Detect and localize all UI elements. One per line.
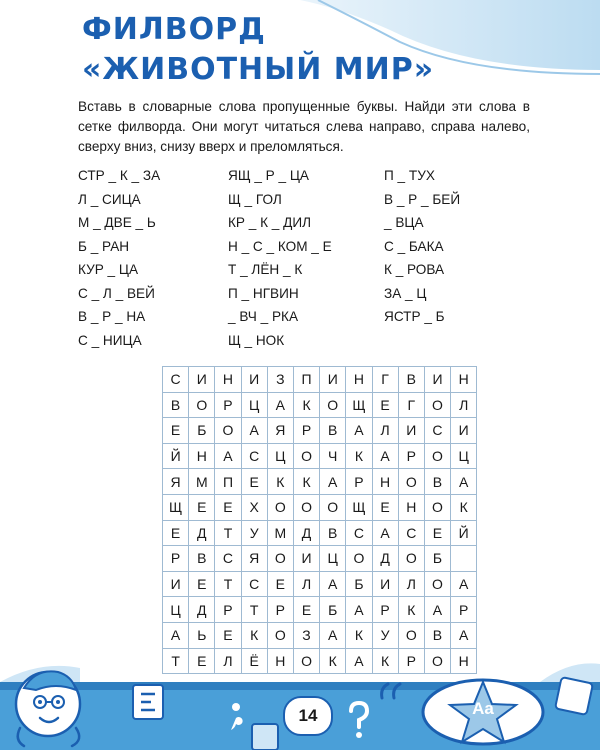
- grid-cell: Р: [346, 469, 372, 495]
- grid-cell: Б: [189, 418, 215, 444]
- grid-cell: Е: [189, 648, 215, 674]
- grid-cell: Л: [372, 418, 398, 444]
- quote-mark-icon: [378, 680, 404, 702]
- grid-cell: С: [424, 418, 450, 444]
- grid-cell: А: [346, 418, 372, 444]
- grid-cell: К: [293, 469, 319, 495]
- grid-cell: А: [320, 571, 346, 597]
- grid-cell: К: [293, 392, 319, 418]
- grid-cell: А: [267, 392, 293, 418]
- grid-cell: П: [215, 469, 241, 495]
- word-item: КР _ К _ ДИЛ: [228, 215, 312, 230]
- grid-cell: И: [189, 367, 215, 393]
- grid-cell: Е: [189, 494, 215, 520]
- grid-cell: Е: [215, 494, 241, 520]
- grid-cell: Н: [398, 494, 424, 520]
- grid-cell: Е: [241, 469, 267, 495]
- grid-row: [163, 469, 477, 495]
- grid-cell: Х: [241, 494, 267, 520]
- grid-cell: О: [293, 443, 319, 469]
- word-item: В _ Р _ НА: [78, 309, 146, 324]
- grid-cell: Й: [163, 443, 189, 469]
- grid-cell: Н: [267, 648, 293, 674]
- grid-row: [163, 571, 477, 597]
- grid-cell: Е: [163, 520, 189, 546]
- grid-cell: А: [346, 648, 372, 674]
- grid-cell: О: [424, 571, 450, 597]
- grid-cell: Е: [372, 392, 398, 418]
- grid-cell: Е: [163, 418, 189, 444]
- grid-cell: В: [320, 520, 346, 546]
- grid-cell: А: [215, 443, 241, 469]
- grid-cell: Й: [451, 520, 477, 546]
- grid-cell: Ч: [320, 443, 346, 469]
- grid-cell: А: [320, 469, 346, 495]
- grid-cell: Б: [320, 597, 346, 623]
- grid-cell: Н: [372, 469, 398, 495]
- grid-cell: И: [163, 571, 189, 597]
- grid-cell: К: [241, 622, 267, 648]
- grid-cell: Н: [215, 367, 241, 393]
- grid-cell: В: [189, 546, 215, 572]
- page-number: 14: [283, 696, 333, 736]
- grid-cell: Л: [215, 648, 241, 674]
- grid-cell: О: [424, 648, 450, 674]
- grid-cell: А: [372, 443, 398, 469]
- grid-cell: В: [163, 392, 189, 418]
- grid-cell: Д: [189, 520, 215, 546]
- mascot-character-illustration: [6, 664, 88, 750]
- word-item: КУР _ ЦА: [78, 262, 139, 277]
- grid-cell: Ё: [241, 648, 267, 674]
- grid-cell: К: [372, 648, 398, 674]
- grid-row: [163, 622, 477, 648]
- grid-cell: Н: [451, 648, 477, 674]
- word-item: _ ВЧ _ РКА: [228, 309, 299, 324]
- grid-cell: О: [215, 418, 241, 444]
- word-item: ЯЩ _ Р _ ЦА: [228, 168, 309, 183]
- grid-cell: Р: [398, 443, 424, 469]
- grid-cell: К: [267, 469, 293, 495]
- grid-cell: О: [398, 469, 424, 495]
- grid-cell: В: [424, 469, 450, 495]
- grid-cell: О: [267, 622, 293, 648]
- grid-cell: Р: [215, 597, 241, 623]
- grid-cell: В: [320, 418, 346, 444]
- grid-cell: К: [346, 443, 372, 469]
- grid-cell: Г: [372, 367, 398, 393]
- word-item: _ ВЦА: [384, 215, 424, 230]
- grid-cell: Ь: [189, 622, 215, 648]
- grid-cell: О: [267, 546, 293, 572]
- letter-block-icon: [130, 682, 166, 722]
- grid-cell: Е: [424, 520, 450, 546]
- grid-cell: М: [189, 469, 215, 495]
- grid-cell: А: [424, 597, 450, 623]
- grid-cell: Щ: [346, 392, 372, 418]
- grid-cell: З: [267, 367, 293, 393]
- grid-cell: О: [424, 494, 450, 520]
- aa-badge-label: Aa: [472, 699, 494, 718]
- grid-cell: О: [424, 443, 450, 469]
- grid-cell: Я: [267, 418, 293, 444]
- word-item: Н _ С _ КОМ _ Е: [228, 238, 332, 254]
- grid-cell: О: [346, 546, 372, 572]
- grid-cell: О: [293, 494, 319, 520]
- grid-row: [163, 392, 477, 418]
- grid-cell: Т: [163, 648, 189, 674]
- grid-cell: О: [398, 622, 424, 648]
- word-item: С _ БАКА: [384, 238, 444, 254]
- grid-cell: Е: [372, 494, 398, 520]
- grid-cell: А: [163, 622, 189, 648]
- grid-cell: И: [293, 546, 319, 572]
- grid-cell: Щ: [346, 494, 372, 520]
- grid-cell: Р: [372, 597, 398, 623]
- grid-cell: Р: [215, 392, 241, 418]
- grid-cell: Т: [215, 571, 241, 597]
- grid-cell: Г: [398, 392, 424, 418]
- grid-cell: А: [346, 597, 372, 623]
- grid-cell: Р: [293, 418, 319, 444]
- word-item: С _ НИЦА: [78, 332, 142, 348]
- grid-cell: Л: [398, 571, 424, 597]
- grid-cell: Р: [398, 648, 424, 674]
- grid-cell: О: [320, 494, 346, 520]
- grid-cell: Б: [346, 571, 372, 597]
- grid-cell: Ц: [451, 443, 477, 469]
- word-item: ЯСТР _ Б: [384, 309, 445, 324]
- grid-cell: С: [398, 520, 424, 546]
- grid-cell: О: [320, 392, 346, 418]
- word-column-1: [78, 164, 160, 352]
- grid-row: [163, 443, 477, 469]
- grid-cell: Н: [451, 367, 477, 393]
- grid-cell: А: [451, 469, 477, 495]
- grid-cell: Ц: [267, 443, 293, 469]
- word-column-3: [384, 164, 460, 329]
- grid-cell: Т: [241, 597, 267, 623]
- grid-cell: Р: [451, 597, 477, 623]
- word-item: К _ РОВА: [384, 262, 445, 277]
- word-item: В _ Р _ БЕЙ: [384, 191, 461, 207]
- word-item: ЗА _ Ц: [384, 285, 427, 301]
- grid-cell: Д: [372, 546, 398, 572]
- grid-cell: [451, 546, 477, 572]
- grid-cell: К: [346, 622, 372, 648]
- grid-row: [163, 520, 477, 546]
- grid-cell: А: [451, 571, 477, 597]
- grid-cell: К: [451, 494, 477, 520]
- grid-cell: Е: [215, 622, 241, 648]
- grid-cell: Т: [215, 520, 241, 546]
- title-line-2: «ЖИВОТНЫЙ МИР»: [82, 52, 435, 87]
- grid-cell: А: [372, 520, 398, 546]
- grid-cell: С: [241, 571, 267, 597]
- grid-cell: Ц: [241, 392, 267, 418]
- grid-row: [163, 546, 477, 572]
- grid-row: [163, 418, 477, 444]
- grid-cell: О: [189, 392, 215, 418]
- grid-row: [163, 494, 477, 520]
- grid-cell: Я: [241, 546, 267, 572]
- word-item: М _ ДВЕ _ Ь: [78, 215, 156, 230]
- grid-cell: К: [320, 648, 346, 674]
- page-title: [82, 10, 434, 90]
- word-item: П _ НГВИН: [228, 285, 299, 301]
- grid-cell: Н: [189, 443, 215, 469]
- corner-block-icon: [554, 676, 594, 716]
- grid-cell: К: [398, 597, 424, 623]
- word-item: Щ _ ГОЛ: [228, 191, 282, 207]
- grid-cell: Р: [163, 546, 189, 572]
- grid-cell: Щ: [163, 494, 189, 520]
- grid-cell: И: [241, 367, 267, 393]
- grid-cell: Д: [293, 520, 319, 546]
- grid-cell: Л: [293, 571, 319, 597]
- grid-cell: Е: [293, 597, 319, 623]
- grid-cell: Н: [346, 367, 372, 393]
- grid-cell: А: [451, 622, 477, 648]
- grid-cell: Б: [424, 546, 450, 572]
- grid-cell: О: [293, 648, 319, 674]
- grid-cell: С: [346, 520, 372, 546]
- grid-cell: О: [398, 546, 424, 572]
- word-item: П _ ТУХ: [384, 168, 435, 183]
- word-search-grid: [162, 366, 477, 674]
- title-line-1: ФИЛВОРД: [82, 12, 266, 47]
- word-item: С _ Л _ ВЕЙ: [78, 285, 155, 301]
- grid-cell: З: [293, 622, 319, 648]
- word-item: Т _ ЛЁН _ К: [228, 262, 303, 277]
- grid-cell: А: [241, 418, 267, 444]
- word-item: Б _ РАН: [78, 238, 130, 254]
- grid-cell: И: [398, 418, 424, 444]
- grid-row: [163, 367, 477, 393]
- grid-cell: У: [372, 622, 398, 648]
- grid-cell: А: [320, 622, 346, 648]
- grid-cell: Е: [267, 571, 293, 597]
- grid-cell: Л: [451, 392, 477, 418]
- instructions-text: Вставь в словарные слова пропущенные буквы. Найди эти слова в сетке филворда. Они могут читаться слева направо, справа налево, сверху вниз, снизу вверх и преломляться.: [78, 99, 530, 154]
- letter-block-2-icon: [250, 722, 280, 750]
- grid-cell: О: [424, 392, 450, 418]
- grid-cell: И: [320, 367, 346, 393]
- grid-cell: С: [241, 443, 267, 469]
- grid-cell: Ц: [320, 546, 346, 572]
- grid-cell: И: [372, 571, 398, 597]
- grid-cell: И: [424, 367, 450, 393]
- grid-cell: О: [267, 494, 293, 520]
- grid-cell: У: [241, 520, 267, 546]
- semicolon-icon: [224, 700, 248, 730]
- word-item: Л _ СИЦА: [78, 191, 141, 207]
- grid-cell: И: [451, 418, 477, 444]
- grid-cell: В: [398, 367, 424, 393]
- grid-row: [163, 597, 477, 623]
- question-mark-icon: [346, 700, 372, 740]
- grid-cell: Р: [267, 597, 293, 623]
- grid-cell: Е: [189, 571, 215, 597]
- grid-cell: В: [424, 622, 450, 648]
- word-item: СТР _ К _ ЗА: [78, 168, 161, 183]
- grid-cell: Ц: [163, 597, 189, 623]
- grid-cell: С: [215, 546, 241, 572]
- grid-cell: П: [293, 367, 319, 393]
- word-column-2: [228, 164, 332, 352]
- grid-cell: Д: [189, 597, 215, 623]
- grid-cell: С: [163, 367, 189, 393]
- word-item: Щ _ НОК: [228, 332, 285, 348]
- grid-cell: Я: [163, 469, 189, 495]
- grid-cell: М: [267, 520, 293, 546]
